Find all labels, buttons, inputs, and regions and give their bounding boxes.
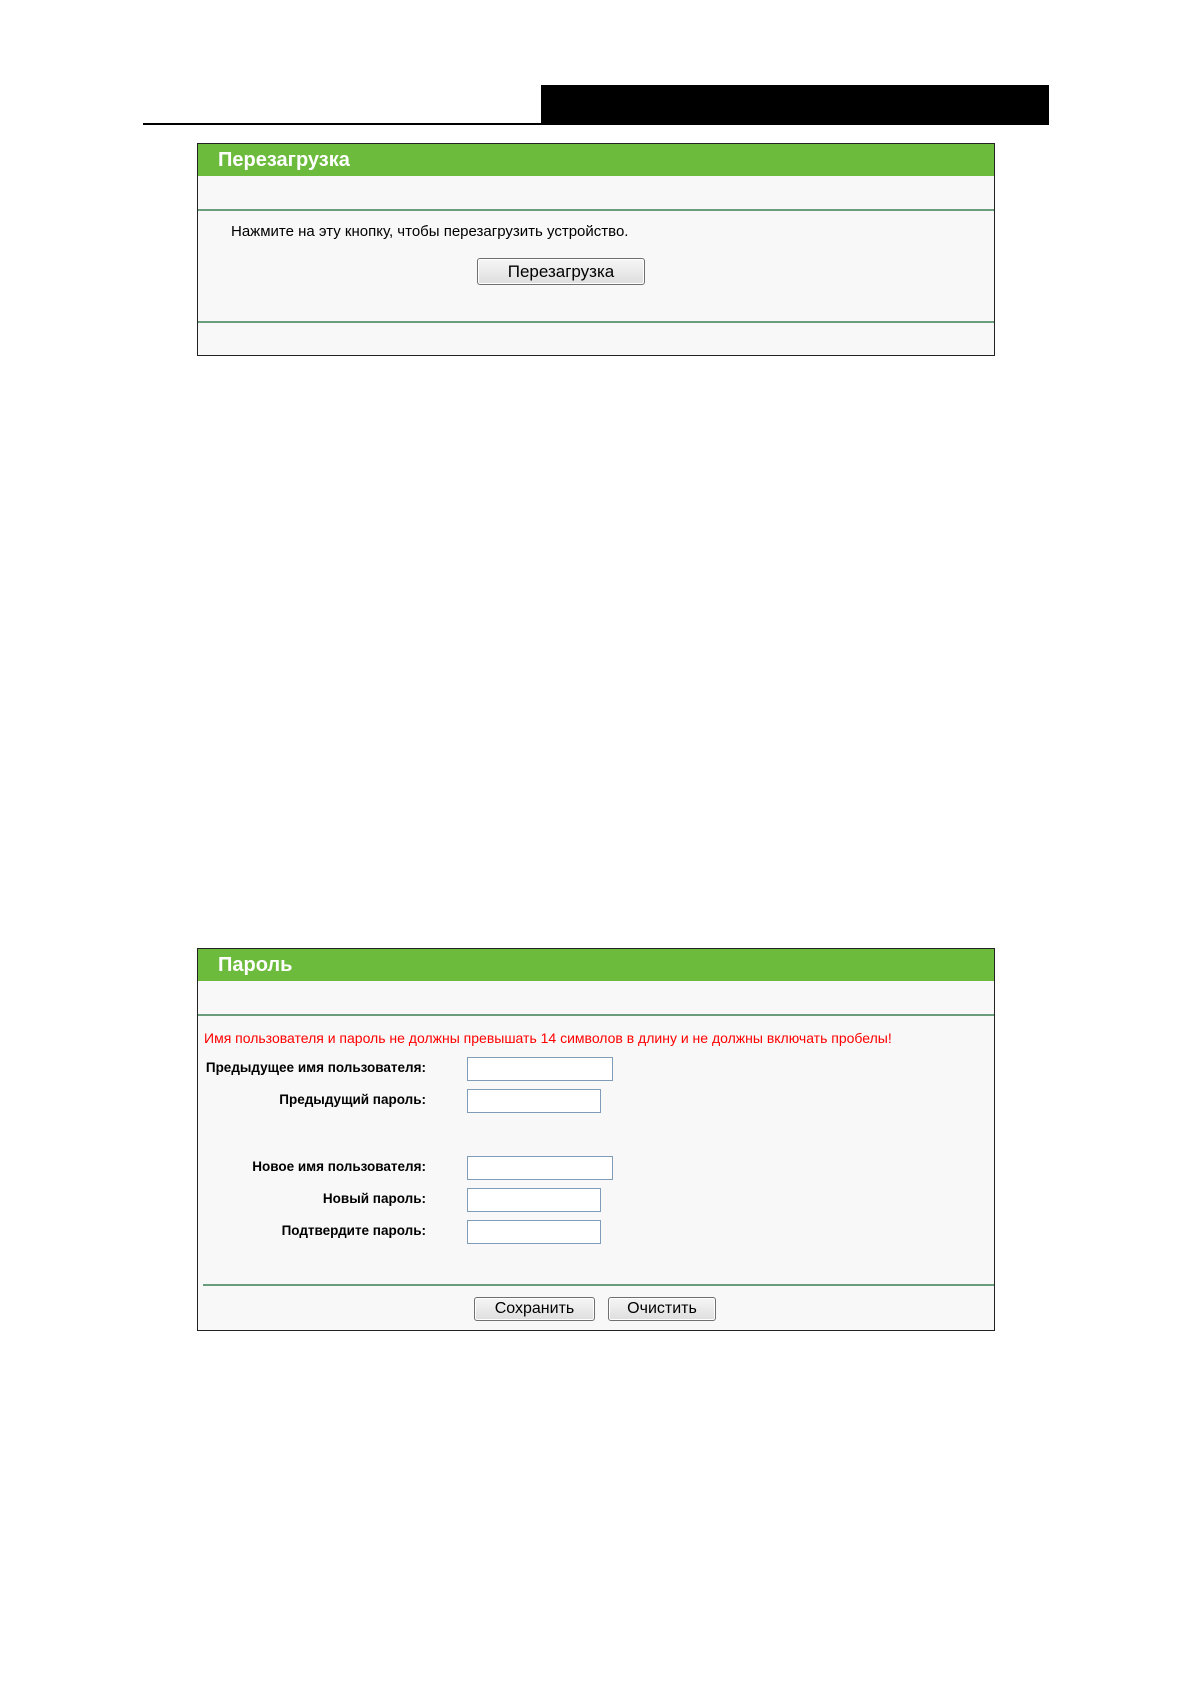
reboot-panel bbox=[197, 143, 995, 356]
reboot-footer bbox=[198, 323, 994, 354]
old-username-label: Предыдущее имя пользователя: bbox=[205, 1060, 426, 1075]
reboot-panel-body bbox=[198, 211, 994, 321]
new-password-input[interactable] bbox=[467, 1188, 601, 1212]
clear-button[interactable]: Очистить bbox=[608, 1297, 716, 1321]
page-header-rule bbox=[143, 123, 1043, 125]
confirm-password-input[interactable] bbox=[467, 1220, 601, 1244]
password-footer bbox=[198, 1286, 994, 1336]
password-header-spacer bbox=[198, 981, 994, 1016]
save-button[interactable]: Сохранить bbox=[474, 1297, 595, 1321]
reboot-panel-title: Перезагрузка bbox=[198, 144, 994, 176]
new-username-input[interactable] bbox=[467, 1156, 613, 1180]
password-warning: Имя пользователя и пароль не должны превышать 14 символов в длину и не должны включать пробелы! bbox=[204, 1030, 892, 1046]
reboot-header-spacer bbox=[198, 176, 994, 211]
new-password-label: Новый пароль: bbox=[322, 1191, 426, 1206]
new-username-label: Новое имя пользователя: bbox=[252, 1159, 426, 1174]
password-panel bbox=[197, 948, 995, 1331]
page-header-bar bbox=[541, 85, 1049, 125]
old-password-label: Предыдущий пароль: bbox=[279, 1092, 426, 1107]
reboot-button[interactable]: Перезагрузка bbox=[477, 258, 645, 285]
old-username-input[interactable] bbox=[467, 1057, 613, 1081]
old-password-input[interactable] bbox=[467, 1089, 601, 1113]
confirm-password-label: Подтвердите пароль: bbox=[281, 1223, 426, 1238]
password-panel-body bbox=[198, 1016, 994, 1284]
password-panel-title: Пароль bbox=[198, 949, 994, 981]
reboot-instruction: Нажмите на эту кнопку, чтобы перезагрузить устройство. bbox=[231, 223, 629, 240]
